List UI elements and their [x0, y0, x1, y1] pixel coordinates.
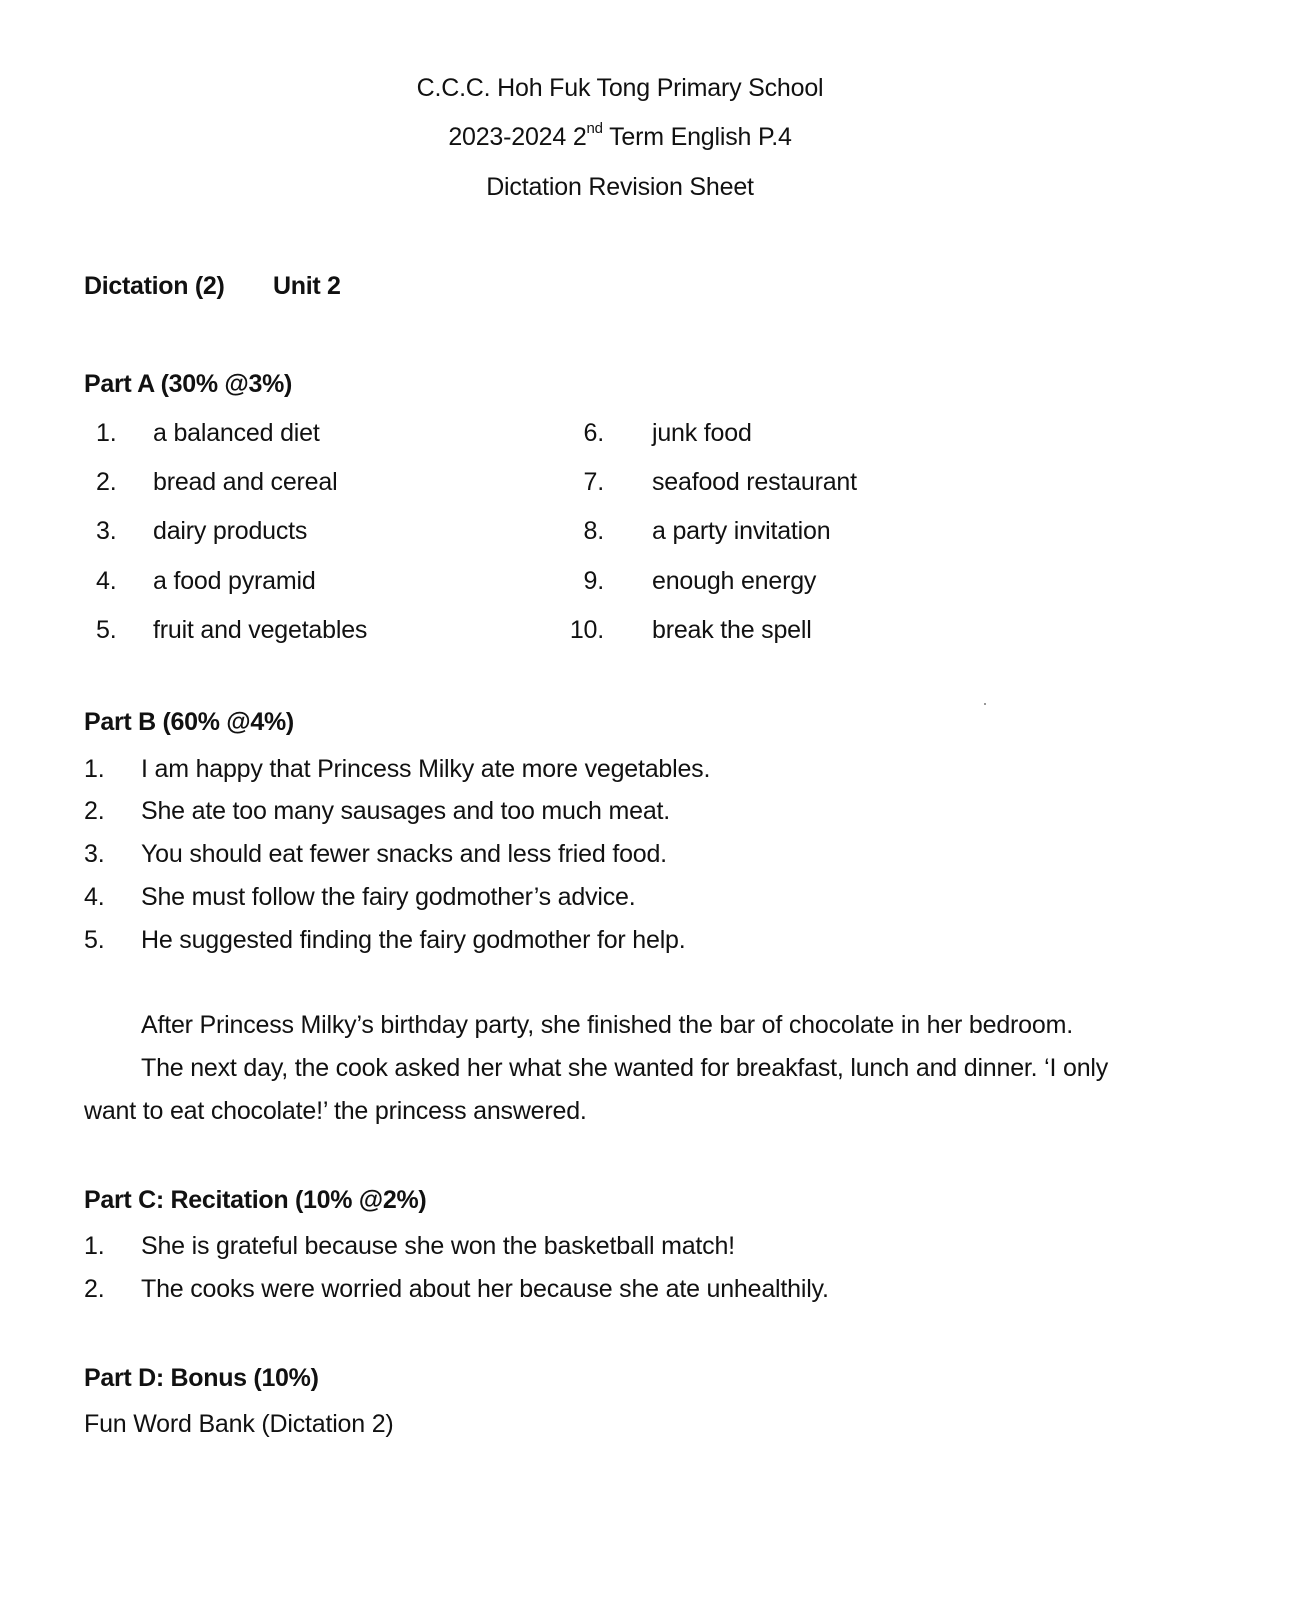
- item-text: bread and cereal: [153, 468, 338, 496]
- item-number: 10.: [569, 616, 604, 644]
- part-d-title: Part D: Bonus (10%): [84, 1364, 319, 1392]
- item-number: 6.: [583, 419, 604, 447]
- item-text: a food pyramid: [153, 567, 316, 595]
- item-number: 5.: [96, 616, 117, 644]
- item-text: junk food: [652, 419, 752, 447]
- item-text: You should eat fewer snacks and less fried food.: [141, 840, 667, 868]
- item-text: break the spell: [652, 616, 812, 644]
- term-line: [0, 120, 1240, 152]
- item-number: 2.: [84, 1275, 105, 1303]
- item-text: She must follow the fairy godmother’s advice.: [141, 883, 636, 911]
- part-c-title: Part C: Recitation (10% @2%): [84, 1186, 427, 1214]
- item-number: 5.: [84, 926, 105, 954]
- term-superscript: nd: [586, 120, 603, 137]
- item-number: 7.: [583, 468, 604, 496]
- item-text: The cooks were worried about her because she ate unhealthily.: [141, 1275, 829, 1303]
- item-number: 3.: [84, 840, 105, 868]
- item-text: a party invitation: [652, 517, 831, 545]
- item-text: She ate too many sausages and too much meat.: [141, 797, 671, 825]
- item-number: 9.: [583, 567, 604, 595]
- part-b-title: Part B (60% @4%): [84, 708, 294, 736]
- item-number: 1.: [84, 755, 105, 783]
- item-number: 1.: [84, 1232, 105, 1260]
- school-name: C.C.C. Hoh Fuk Tong Primary School: [416, 74, 824, 102]
- stray-dot: [984, 703, 986, 705]
- dictation-label: Dictation (2): [84, 272, 225, 300]
- item-text: He suggested finding the fairy godmother for help.: [141, 926, 686, 954]
- item-text: a balanced diet: [153, 419, 320, 447]
- part-d-text: Fun Word Bank (Dictation 2): [84, 1410, 394, 1438]
- term-suffix: Term English P.4: [602, 123, 792, 151]
- item-number: 8.: [583, 517, 604, 545]
- unit-label: Unit 2: [273, 272, 341, 300]
- part-a-title: Part A (30% @3%): [84, 370, 293, 398]
- item-text: seafood restaurant: [652, 468, 857, 496]
- term-prefix: 2023-2024 2: [448, 123, 587, 151]
- passage-line: After Princess Milky’s birthday party, she finished the bar of chocolate in her bedroom.: [141, 1011, 1073, 1039]
- item-number: 2.: [96, 468, 117, 496]
- item-number: 4.: [84, 883, 105, 911]
- sheet-title: Dictation Revision Sheet: [486, 173, 754, 201]
- item-text: dairy products: [153, 517, 308, 545]
- item-number: 2.: [84, 797, 105, 825]
- item-text: She is grateful because she won the basketball match!: [141, 1232, 735, 1260]
- item-number: 1.: [96, 419, 117, 447]
- passage-line: The next day, the cook asked her what she wanted for breakfast, lunch and dinner. ‘I only: [141, 1054, 1109, 1082]
- item-text: I am happy that Princess Milky ate more vegetables.: [141, 755, 711, 783]
- passage-line: want to eat chocolate!’ the princess answered.: [84, 1097, 587, 1125]
- item-text: fruit and vegetables: [153, 616, 368, 644]
- item-number: 4.: [96, 567, 117, 595]
- item-number: 3.: [96, 517, 117, 545]
- item-text: enough energy: [652, 567, 817, 595]
